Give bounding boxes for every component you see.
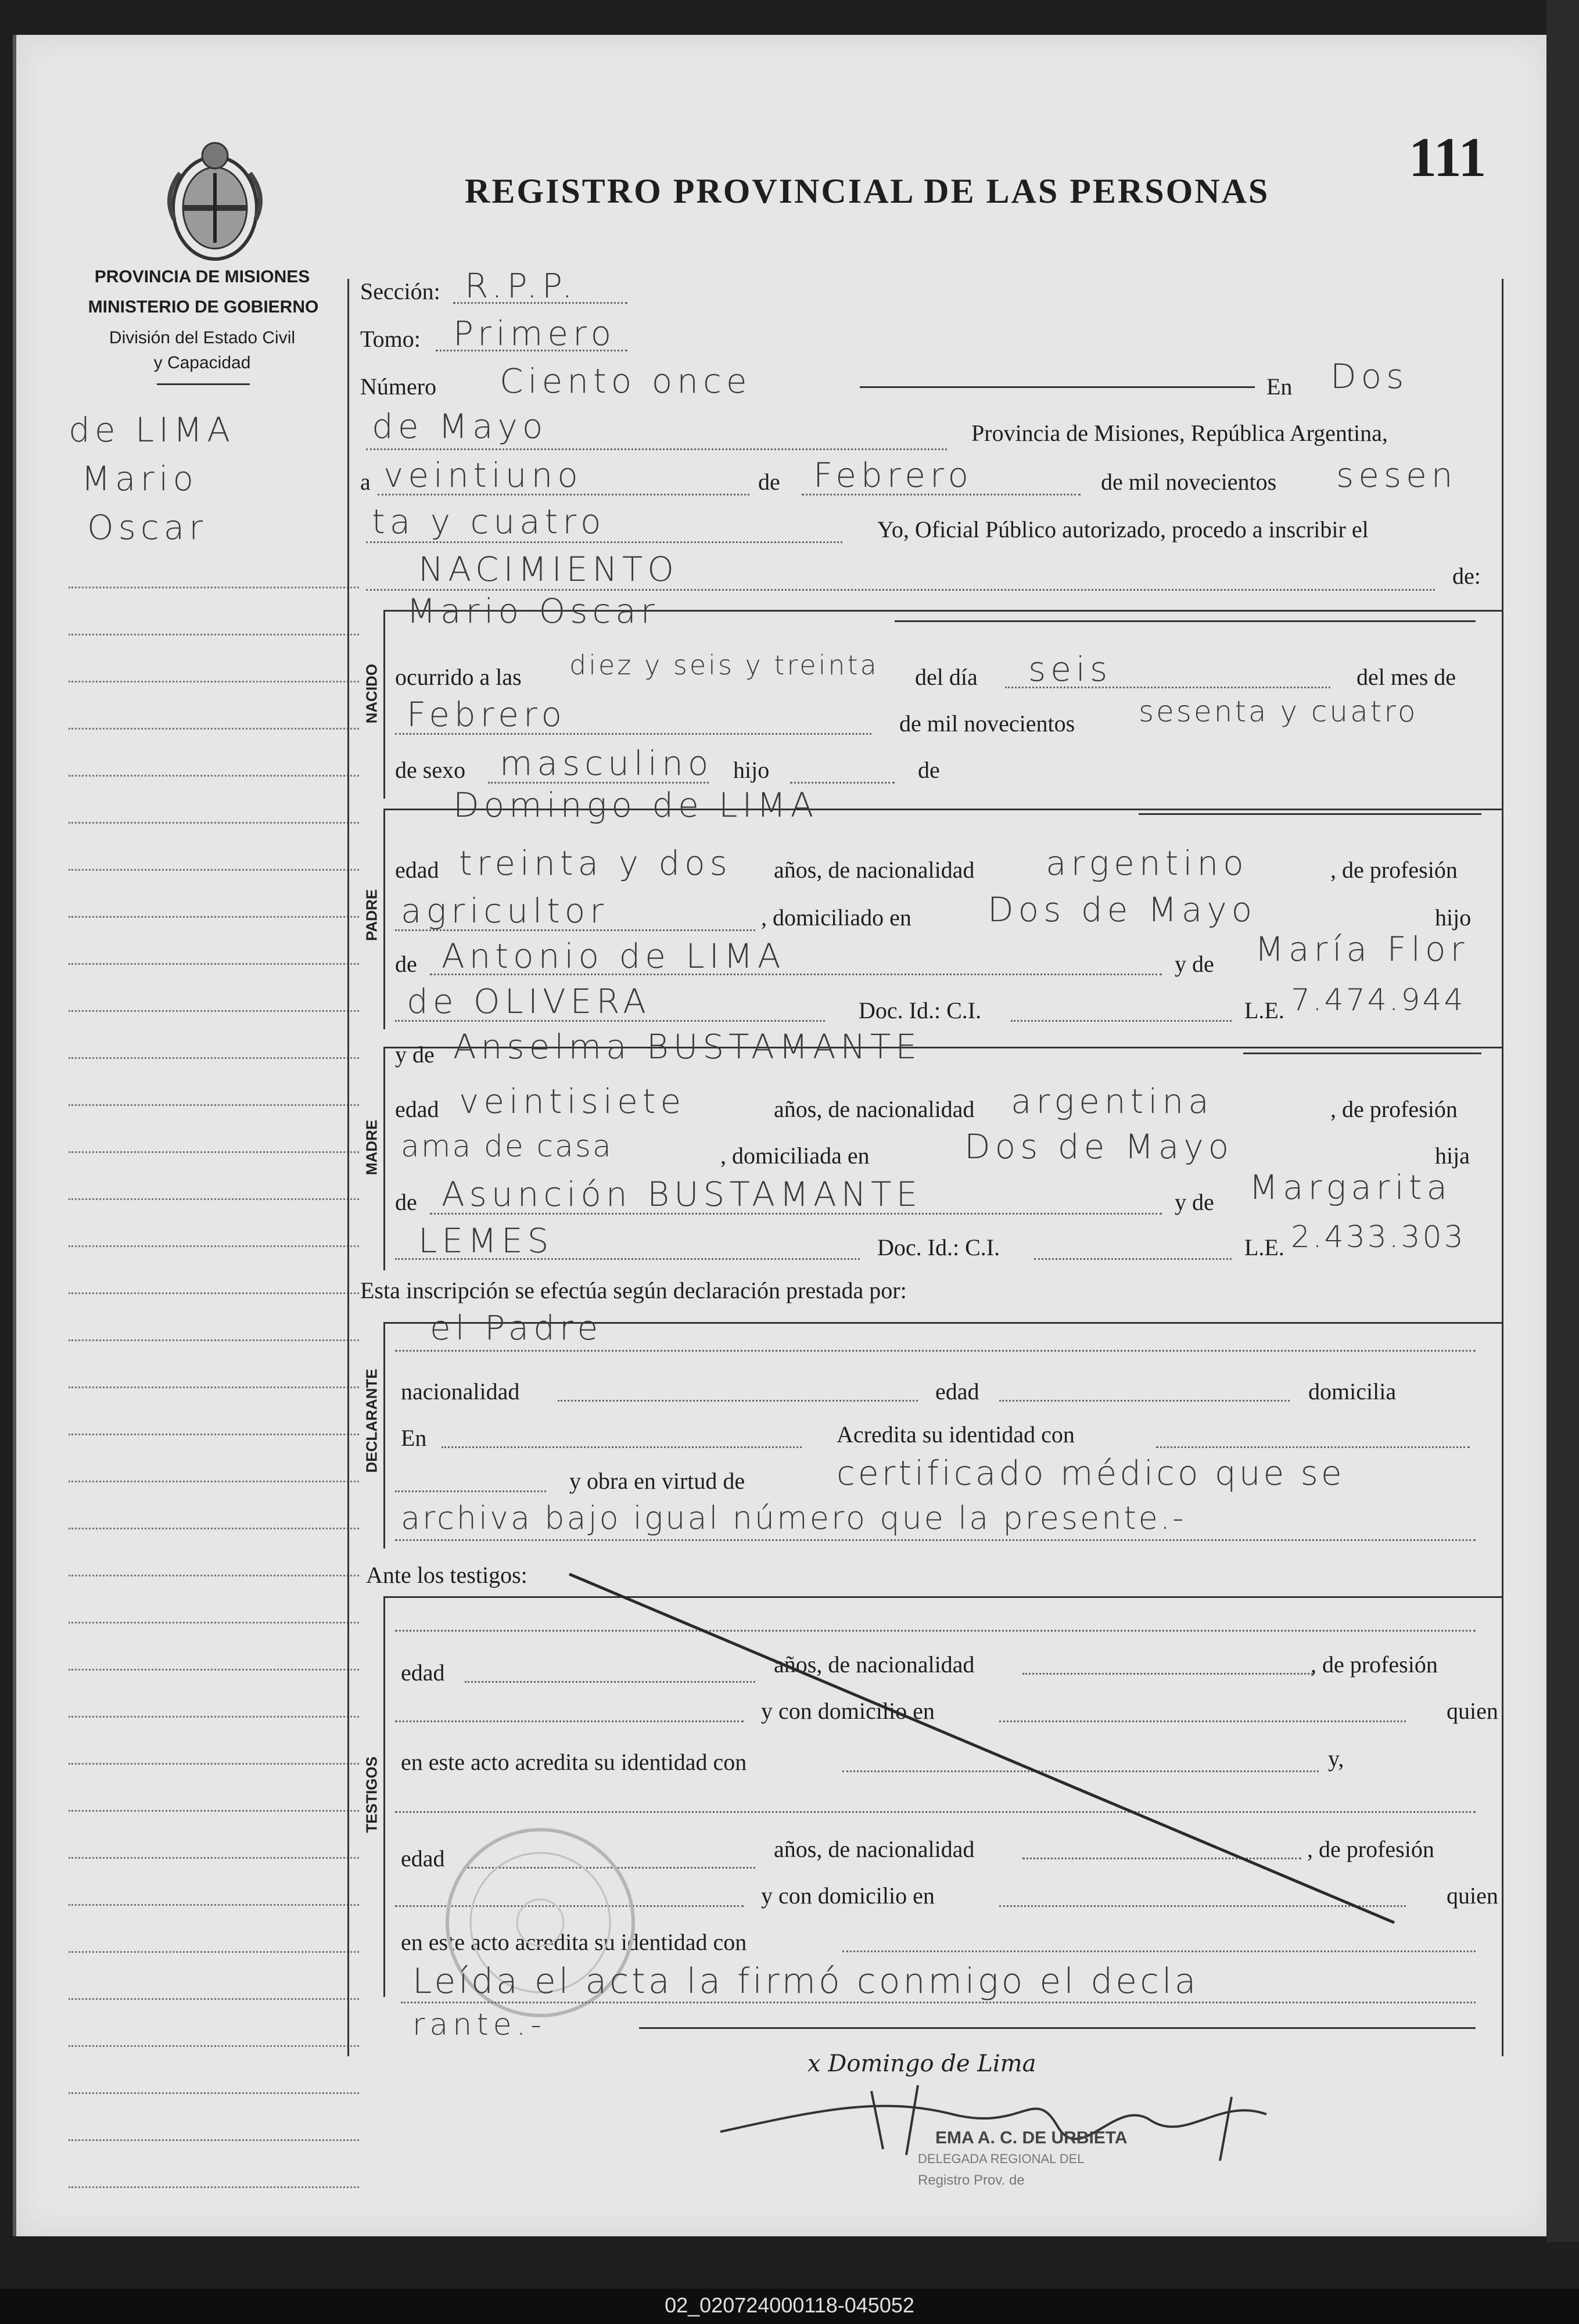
testigos-left xyxy=(383,1596,385,1997)
sexo-line xyxy=(488,782,709,784)
mes-nac-value: Febrero xyxy=(407,695,567,734)
padre-edad-label: edad xyxy=(395,857,439,883)
margin-rule xyxy=(69,775,359,777)
tomo-value: Primero xyxy=(453,314,616,353)
section-padre: PADRE xyxy=(363,889,381,942)
obra-cont-line xyxy=(395,1539,1476,1541)
esta-inscripcion-label: Esta inscripción se efectúa según declaración prestada por: xyxy=(360,1277,907,1303)
nacido-left xyxy=(383,610,385,799)
madre-profesion-value: ama de casa xyxy=(401,1129,613,1164)
a-dia-value: veintiuno xyxy=(383,455,583,495)
padre-le-value: 7.474.944 xyxy=(1291,983,1466,1018)
margin-second-name: Oscar xyxy=(87,508,208,547)
numero-value: Ciento once xyxy=(500,361,752,401)
leida-cont-line xyxy=(639,2027,1476,2029)
t1-y-label: y, xyxy=(1328,1745,1344,1772)
mes-value: Febrero xyxy=(813,455,974,495)
padre-madre-value: María Flor xyxy=(1255,929,1469,969)
madre-padre-value: Asunción BUSTAMANTE xyxy=(442,1174,923,1214)
t1-nac-label: años, de nacionalidad xyxy=(774,1651,975,1678)
a-line xyxy=(378,494,749,495)
margin-rule xyxy=(69,822,359,824)
margin-rule xyxy=(69,916,359,918)
t2-domicilio-label: y con domicilio en xyxy=(761,1883,935,1909)
madre-dom-label: , domiciliada en xyxy=(720,1143,870,1169)
margin-rule xyxy=(69,1481,359,1482)
del-mes-label: del mes de xyxy=(1356,664,1456,690)
de-sexo-label: de sexo xyxy=(395,757,466,783)
yo-oficial-label: Yo, Oficial Público autorizado, procedo a inscribir el xyxy=(877,516,1369,543)
hijo-label: hijo xyxy=(733,757,770,783)
padre-prof-line xyxy=(395,929,755,931)
margin-rule xyxy=(69,1810,359,1812)
acredita-label: Acredita su identidad con xyxy=(837,1421,1075,1447)
padre-left xyxy=(383,809,385,1029)
margin-rule xyxy=(69,1951,359,1953)
de-colon-label: de: xyxy=(1452,563,1481,589)
padre-edad-value: treinta y dos xyxy=(459,843,732,883)
margin-rule xyxy=(69,728,359,730)
madre-y-de-label: y de xyxy=(395,1041,435,1068)
anio-value: sesen xyxy=(1336,455,1458,495)
madre-le-label: L.E. xyxy=(1244,1234,1284,1260)
decl-nac-line xyxy=(558,1400,918,1402)
officer-office-2: Registro Prov. de xyxy=(918,2172,1025,2188)
page-number: 111 xyxy=(1409,126,1487,188)
seccion-value: R.P.P. xyxy=(465,266,577,306)
de-mil-label-2: de mil novecientos xyxy=(899,710,1075,737)
section-nacido: NACIDO xyxy=(363,663,381,724)
margin-rule xyxy=(69,1998,359,2000)
nombre-value: Mario Oscar xyxy=(407,591,659,631)
en-label: En xyxy=(1266,373,1293,400)
anio-cont-value: ta y cuatro xyxy=(372,502,606,541)
de-label-2: de xyxy=(918,757,940,783)
margin-rule xyxy=(69,1387,359,1388)
tomo-label: Tomo: xyxy=(360,326,421,352)
t2-edad-label: edad xyxy=(401,1845,445,1872)
decl-en-label: En xyxy=(401,1425,427,1451)
margin-rule xyxy=(69,1857,359,1859)
seccion-label: Sección: xyxy=(360,278,440,304)
margin-rule xyxy=(69,1198,359,1200)
padre-prof-label: , de profesión xyxy=(1330,857,1458,883)
declarante-line xyxy=(395,1350,1476,1352)
margin-rule xyxy=(69,1245,359,1247)
a-label: a xyxy=(360,469,371,495)
t2-acredita-line xyxy=(842,1951,1476,1952)
numero-label: Número xyxy=(360,373,437,400)
padre-nombre-value: Domingo de LIMA xyxy=(453,785,819,825)
nombre-line xyxy=(895,620,1476,622)
de-mil-label: de mil novecientos xyxy=(1101,469,1277,495)
margin-rule xyxy=(69,634,359,635)
hora-value: diez y seis y treinta xyxy=(569,649,879,681)
madre-y-de-label-2: y de xyxy=(1175,1189,1214,1215)
margin-rule xyxy=(69,1339,359,1341)
t2-prof-label: , de profesión xyxy=(1307,1836,1434,1862)
padre-doc-line xyxy=(1011,1020,1232,1022)
decl-en-line xyxy=(442,1446,802,1448)
madre-padre-line xyxy=(430,1213,1162,1215)
page-title: REGISTRO PROVINCIAL DE LAS PERSONAS xyxy=(465,172,1270,210)
officer-name: EMA A. C. DE URBIETA xyxy=(935,2128,1128,2147)
margin-rule xyxy=(69,1010,359,1012)
declarante-value: el Padre xyxy=(430,1308,603,1348)
seccion-line xyxy=(453,302,627,304)
padre-nombre-line xyxy=(1139,813,1481,815)
acredita-line xyxy=(1156,1446,1470,1448)
margin-rule xyxy=(69,1763,359,1765)
section-declarante: DECLARANTE xyxy=(363,1368,381,1473)
padre-padre-value: Antonio de LIMA xyxy=(442,936,785,976)
madre-edad-label: edad xyxy=(395,1096,439,1122)
margin-rule xyxy=(69,1528,359,1529)
mes-nac-line xyxy=(395,733,871,735)
acto-value: NACIMIENTO xyxy=(418,549,679,589)
t1-prof-label: , de profesión xyxy=(1311,1651,1438,1678)
leida-line xyxy=(401,2002,1476,2003)
t1-domicilio-label: y con domicilio en xyxy=(761,1698,935,1724)
madre-madre-value: Margarita xyxy=(1249,1168,1452,1207)
padre-doc-label: Doc. Id.: C.I. xyxy=(859,997,982,1023)
province-label: PROVINCIA DE MISIONES xyxy=(94,267,310,286)
margin-rule xyxy=(69,1904,359,1906)
decl-edad-label: edad xyxy=(935,1378,979,1405)
madre-madre-cont-line xyxy=(395,1258,860,1260)
tomo-line xyxy=(436,350,627,351)
ministry-label: MINISTERIO DE GOBIERNO xyxy=(88,297,319,317)
madre-left xyxy=(383,1047,385,1270)
padre-de-label: de xyxy=(395,951,417,977)
t2-nac-label: años, de nacionalidad xyxy=(774,1836,975,1862)
padre-hijo-label: hijo xyxy=(1435,904,1472,931)
ocurrido-label: ocurrido a las xyxy=(395,664,522,690)
madre-nombre-line xyxy=(1243,1053,1481,1054)
padre-madre-cont-value: de OLIVERA xyxy=(407,982,651,1021)
ante-testigos-label: Ante los testigos: xyxy=(366,1562,527,1588)
madre-nac-label: años, de nacionalidad xyxy=(774,1096,975,1122)
acto-line xyxy=(366,589,1435,591)
decl-domicilia-label: domicilia xyxy=(1308,1378,1397,1405)
margin-rule xyxy=(69,1434,359,1435)
dia-value: seis xyxy=(1028,649,1113,689)
madre-nombre-value: Anselma BUSTAMANTE xyxy=(453,1027,921,1066)
obra-prefix-line xyxy=(395,1490,546,1492)
padre-madre-cont-line xyxy=(395,1020,825,1022)
obra-value: certificado médico que se xyxy=(837,1453,1345,1493)
anio-nac-value: sesenta y cuatro xyxy=(1139,695,1418,728)
y-obra-label: y obra en virtud de xyxy=(569,1468,745,1494)
divider xyxy=(157,383,250,385)
lugar-line xyxy=(366,448,947,450)
madre-nacionalidad-value: argentina xyxy=(1011,1082,1214,1121)
division-label: División del Estado Civil xyxy=(109,328,296,347)
father-signature: x Domingo de Lima xyxy=(808,2050,1036,2077)
margin-rule xyxy=(69,1716,359,1718)
margin-rule xyxy=(69,1292,359,1294)
margin-first-name: Mario xyxy=(81,459,199,498)
padre-padre-line xyxy=(430,974,1162,975)
padre-dom-label: , domiciliado en xyxy=(761,904,911,931)
t2-acredita-label: en este acto acredita su identidad con xyxy=(401,1929,747,1955)
obra-cont-value: archiva bajo igual número que la presente.- xyxy=(401,1500,1186,1536)
del-dia-label: del día xyxy=(915,664,978,690)
section-testigos: TESTIGOS xyxy=(363,1757,381,1833)
division-label-2: y Capacidad xyxy=(153,353,251,372)
padre-le-label: L.E. xyxy=(1244,997,1284,1023)
padre-domicilio-value: Dos de Mayo xyxy=(988,890,1257,929)
t1-edad-label: edad xyxy=(401,1660,445,1686)
hijo-line xyxy=(790,782,895,784)
margin-rule xyxy=(69,587,359,588)
madre-edad-value: veintisiete xyxy=(459,1082,686,1121)
margin-rule xyxy=(69,2092,359,2094)
madre-prof-label: , de profesión xyxy=(1330,1096,1458,1122)
section-madre: MADRE xyxy=(363,1119,381,1176)
padre-nacionalidad-value: argentino xyxy=(1046,843,1248,883)
madre-le-value: 2.433.303 xyxy=(1291,1220,1466,1255)
mes-line xyxy=(802,494,1081,495)
madre-de-label: de xyxy=(395,1189,417,1215)
margin-rule xyxy=(69,2139,359,2141)
padre-profesion-value: agricultor xyxy=(401,891,609,931)
margin-rule xyxy=(69,681,359,683)
scan-id: 02_020724000118-045052 xyxy=(665,2293,914,2317)
margin-rule xyxy=(69,1057,359,1059)
t1-acredita-label: en este acto acredita su identidad con xyxy=(401,1749,747,1775)
declarante-left xyxy=(383,1322,385,1549)
t1-quien-label: quien xyxy=(1447,1698,1498,1724)
margin-rule xyxy=(69,869,359,871)
anio-line xyxy=(366,541,842,543)
lugar-value: de Mayo xyxy=(372,407,548,446)
t2-quien-label: quien xyxy=(1447,1883,1498,1909)
coat-of-arms-icon xyxy=(157,132,273,266)
margin-rule xyxy=(69,1575,359,1576)
margin-rule xyxy=(69,1669,359,1671)
dia-line xyxy=(1005,687,1330,688)
margin-surname: de LIMA xyxy=(69,410,235,450)
leida-cont-value: rante.- xyxy=(412,2007,546,2042)
madre-hija-label: hija xyxy=(1435,1143,1470,1169)
padre-y-de-label: y de xyxy=(1175,951,1214,977)
numero-line xyxy=(860,386,1255,388)
book-edge xyxy=(1546,0,1579,2242)
margin-rule xyxy=(69,1151,359,1153)
madre-doc-line xyxy=(1034,1258,1232,1260)
padre-nac-label: años, de nacionalidad xyxy=(774,857,975,883)
en-value: Dos xyxy=(1330,357,1409,396)
sexo-value: masculino xyxy=(500,743,713,783)
madre-doc-label: Doc. Id.: C.I. xyxy=(877,1234,1000,1260)
provincia-label: Provincia de Misiones, República Argentina, xyxy=(971,420,1388,446)
frame-right xyxy=(1502,279,1503,2056)
leida-value: Leída el acta la firmó conmigo el decla xyxy=(412,1961,1199,2002)
madre-madre-cont-value: LEMES xyxy=(418,1221,554,1260)
margin-rule xyxy=(69,963,359,965)
decl-edad-line xyxy=(999,1400,1290,1402)
margin-rule xyxy=(69,1104,359,1106)
frame-left xyxy=(347,279,349,2056)
officer-office: DELEGADA REGIONAL DEL xyxy=(918,2151,1085,2166)
de-label: de xyxy=(758,469,780,495)
margin-rule xyxy=(69,2045,359,2047)
margin-rule xyxy=(69,2186,359,2188)
margin-rule xyxy=(69,1622,359,1623)
decl-nacionalidad-label: nacionalidad xyxy=(401,1378,520,1405)
madre-domicilio-value: Dos de Mayo xyxy=(964,1127,1234,1166)
void-strike-line xyxy=(558,1562,1406,1934)
